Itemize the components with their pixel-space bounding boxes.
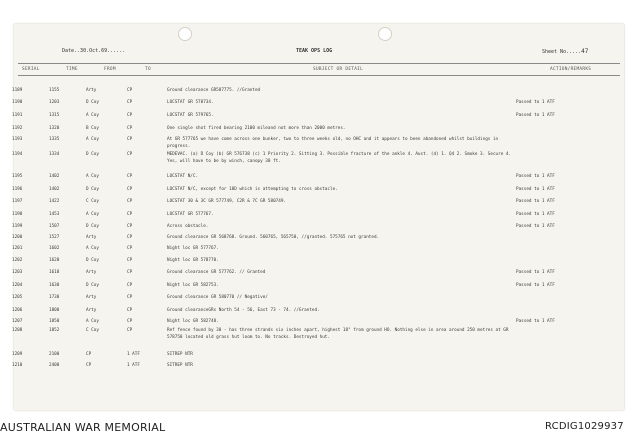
cell-subject: Night loc GR 582748. <box>167 319 219 324</box>
cell-time: 1320 <box>49 126 60 131</box>
cell-subject: MEDEVAC. (a) D Coy (b) GR 576738 (c) 1 Priority 2. Sitting 3. Possible fracture of the ankle 4. Aust. (d) 1. Q4 2. Smoke 3. Secure 4. Yes, will have to be by winch, canopy 30 ft. <box>167 152 512 164</box>
cell-serial: 1210 <box>12 363 23 368</box>
cell-to: 1 ATF <box>127 352 140 357</box>
cell-serial: 1205 <box>12 295 23 300</box>
cell-to: CP <box>127 258 133 263</box>
cell-from: Arty <box>86 308 97 313</box>
cell-action: Passed to 1 ATF <box>516 319 555 324</box>
cell-serial: 1208 <box>12 328 23 333</box>
cell-time: 1630 <box>49 283 60 288</box>
cell-serial: 1207 <box>12 319 23 324</box>
cell-time: 1850 <box>49 319 60 324</box>
cell-action: Passed to 1 ATF <box>516 174 555 179</box>
cell-from: Arty <box>86 295 97 300</box>
cell-to: CP <box>127 152 133 157</box>
cell-to: CP <box>127 126 133 131</box>
cell-to: CP <box>127 224 133 229</box>
cell-serial: 1197 <box>12 199 23 204</box>
cell-time: 1155 <box>49 88 60 93</box>
cell-from: Arty <box>86 270 97 275</box>
cell-time: 1527 <box>49 235 60 240</box>
col-time: TIME <box>66 67 78 72</box>
cell-action: Passed to 1 ATF <box>516 283 555 288</box>
footer-institution: AUSTRALIAN WAR MEMORIAL <box>0 421 166 434</box>
cell-action: Passed to 1 ATF <box>516 100 555 105</box>
cell-serial: 1190 <box>12 100 23 105</box>
cell-to: CP <box>127 308 133 313</box>
cell-subject: Across obstacle. <box>167 224 209 229</box>
cell-time: 1335 <box>49 137 60 142</box>
cell-time: 2400 <box>49 363 60 368</box>
cell-to: CP <box>127 270 133 275</box>
punch-hole <box>378 27 392 41</box>
cell-time: 1203 <box>49 100 60 105</box>
cell-time: 1334 <box>49 152 60 157</box>
cell-subject: Ground clearance GR 580770 // Negative/ <box>167 295 268 300</box>
cell-from: A Coy <box>86 113 99 118</box>
cell-serial: 1196 <box>12 187 23 192</box>
cell-from: Arty <box>86 88 97 93</box>
cell-time: 1800 <box>49 308 60 313</box>
header-rule-bottom <box>18 75 620 76</box>
cell-serial: 1200 <box>12 235 23 240</box>
col-subject: SUBJECT OR DETAIL <box>313 67 364 72</box>
cell-serial: 1189 <box>12 88 23 93</box>
cell-serial: 1191 <box>12 113 23 118</box>
cell-serial: 1198 <box>12 212 23 217</box>
cell-from: A Coy <box>86 246 99 251</box>
cell-time: 1402 <box>49 174 60 179</box>
cell-time: 1602 <box>49 246 60 251</box>
cell-to: CP <box>127 283 133 288</box>
cell-from: D Coy <box>86 100 99 105</box>
cell-time: 1852 <box>49 328 60 333</box>
cell-action: Passed to 1 ATF <box>516 270 555 275</box>
cell-subject: Night loc GR 578770. <box>167 258 219 263</box>
cell-from: A Coy <box>86 137 99 142</box>
cell-to: CP <box>127 174 133 179</box>
cell-serial: 1199 <box>12 224 23 229</box>
cell-to: CP <box>127 319 133 324</box>
cell-time: 1402 <box>49 187 60 192</box>
cell-from: A Coy <box>86 212 99 217</box>
cell-to: CP <box>127 137 133 142</box>
cell-time: 1453 <box>49 212 60 217</box>
cell-from: D Coy <box>86 187 99 192</box>
cell-subject: Ref fence found by 30 - has three strands six inches apart, highest 18" from ground HO. Nothing else in area around 250 metres at GR 578750 located old grass hut loom to. No tracks. Destroyed hut. <box>167 328 509 340</box>
cell-from: C Coy <box>86 199 99 204</box>
date-label: Date..30.Oct.69...... <box>62 48 126 54</box>
cell-from: D Coy <box>86 283 99 288</box>
cell-from: D Coy <box>86 258 99 263</box>
cell-to: 1 ATF <box>127 363 140 368</box>
cell-subject: LOCSTAT GR 577767. <box>167 212 214 217</box>
cell-to: CP <box>127 328 133 333</box>
cell-subject: SITREP NTR <box>167 363 193 368</box>
cell-serial: 1202 <box>12 258 23 263</box>
cell-to: CP <box>127 199 133 204</box>
header-rule-top <box>18 63 620 64</box>
footer-reference: RCDIG1029937 <box>545 421 624 432</box>
cell-to: CP <box>127 100 133 105</box>
col-to: TO <box>145 67 151 72</box>
cell-serial: 1194 <box>12 152 23 157</box>
cell-from: A Coy <box>86 319 99 324</box>
cell-serial: 1209 <box>12 352 23 357</box>
col-serial: SERIAL <box>22 67 40 72</box>
cell-subject: At GR 577765 we have come across one bunker, two to three weeks old, no OHC and it appears to been abandoned whilst buildings in progress. <box>167 137 499 149</box>
cell-from: CP <box>86 363 92 368</box>
cell-action: Passed to 1 ATF <box>516 224 555 229</box>
cell-subject: LOCSTAT 30 & 3C GR 577749, C2R & 7C GR 580749. <box>167 199 286 204</box>
cell-serial: 1201 <box>12 246 23 251</box>
cell-action: Passed to 1 ATF <box>516 113 555 118</box>
cell-serial: 1192 <box>12 126 23 131</box>
cell-subject: LOCSTAT GR 579765. <box>167 113 214 118</box>
cell-from: Arty <box>86 235 97 240</box>
cell-action: Passed to 1 ATF <box>516 187 555 192</box>
cell-from: C Coy <box>86 328 99 333</box>
cell-time: 2100 <box>49 352 60 357</box>
cell-time: 1618 <box>49 270 60 275</box>
cell-to: CP <box>127 246 133 251</box>
cell-to: CP <box>127 235 133 240</box>
cell-subject: LOCSTAT N/C. <box>167 174 199 179</box>
cell-time: 1620 <box>49 258 60 263</box>
cell-time: 1422 <box>49 199 60 204</box>
cell-serial: 1193 <box>12 137 23 142</box>
cell-time: 1507 <box>49 224 60 229</box>
cell-action: Passed to 1 ATF <box>516 212 555 217</box>
cell-from: CP <box>86 352 92 357</box>
cell-to: CP <box>127 187 133 192</box>
cell-from: D Coy <box>86 152 99 157</box>
cell-subject: Ground clearanceGRs North 54 - 56, East 73 - 74. //Granted. <box>167 308 320 313</box>
cell-subject: LOCSTAT GR 578734. <box>167 100 214 105</box>
cell-serial: 1204 <box>12 283 23 288</box>
cell-time: 1315 <box>49 113 60 118</box>
col-action: ACTION/REMARKS <box>550 67 592 72</box>
cell-subject: One single shot fired bearing 2100 mileand not more than 2000 metres. <box>167 126 346 131</box>
log-title: TEAK OPS LOG <box>296 48 333 54</box>
cell-subject: Night loc GR 577767. <box>167 246 219 251</box>
sheet-number-label: Sheet No.....47 <box>542 48 589 55</box>
cell-to: CP <box>127 88 133 93</box>
cell-action: Passed to 1 ATF <box>516 199 555 204</box>
cell-subject: Ground clearance GR 577762. // Granted <box>167 270 266 275</box>
cell-serial: 1195 <box>12 174 23 179</box>
cell-to: CP <box>127 295 133 300</box>
cell-time: 1730 <box>49 295 60 300</box>
cell-serial: 1203 <box>12 270 23 275</box>
cell-subject: Night loc GR 582753. <box>167 283 219 288</box>
cell-subject: LOCSTAT N/C, except for 18D which is attempting to cross obstacle. <box>167 187 338 192</box>
col-from: FROM <box>104 67 116 72</box>
cell-from: D Coy <box>86 224 99 229</box>
cell-subject: SITREP NTR <box>167 352 193 357</box>
cell-subject: Ground clearance GR 568768. Ground. 560765, 565750, //granted. 575765 not granted. <box>167 235 380 240</box>
punch-hole <box>178 27 192 41</box>
cell-serial: 1206 <box>12 308 23 313</box>
cell-subject: Ground clearance GR587775. //Granted <box>167 88 261 93</box>
cell-to: CP <box>127 113 133 118</box>
cell-from: B Coy <box>86 126 99 131</box>
cell-to: CP <box>127 212 133 217</box>
cell-from: A Coy <box>86 174 99 179</box>
